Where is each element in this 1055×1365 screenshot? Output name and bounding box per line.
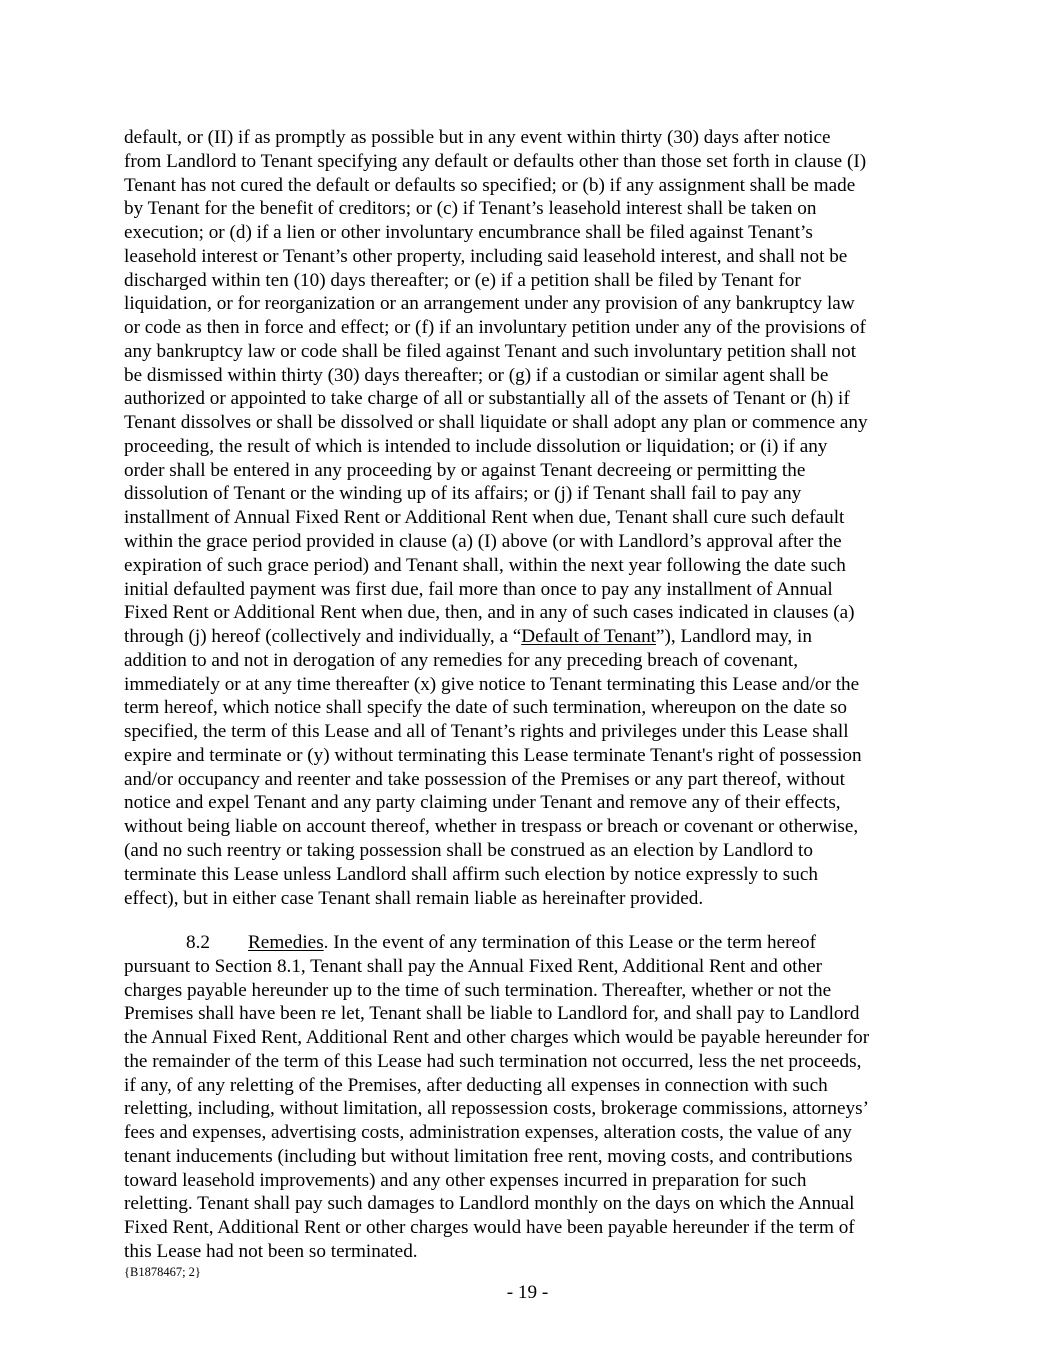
text-line: be dismissed within thirty (30) days thereafter; or (g) if a custodian or similar agent shall be [124,364,829,386]
text-line: Fixed Rent or Additional Rent when due, then, and in any of such cases indicated in clauses (a) [124,602,855,624]
text-line: expiration of such grace period) and Tenant shall, within the next year following the date such [124,554,846,576]
text-line: charges payable hereunder up to the time of such termination. Thereafter, whether or not the [124,979,832,1001]
section-number: 8.2 [186,932,210,953]
text-line: specified, the term of this Lease and all of Tenant’s rights and privileges under this Lease shall [124,721,849,743]
text-line: from Landlord to Tenant specifying any default or defaults other than those set forth in clause (I) [124,150,867,172]
text-line: pursuant to Section 8.1, Tenant shall pay the Annual Fixed Rent, Additional Rent and other [124,955,823,977]
text-line: if any, of any reletting of the Premises, after deducting all expenses in connection with such [124,1074,828,1096]
text-line: order shall be entered in any proceeding by or against Tenant decreeing or permitting the [124,459,806,481]
text-line: effect), but in either case Tenant shall remain liable as hereinafter provided. [124,887,704,909]
text-line: any bankruptcy law or code shall be filed against Tenant and such involuntary petition shall not [124,340,857,362]
text-fragment: ”), Landlord may, in [656,626,812,648]
text-line: (and no such reentry or taking possession shall be construed as an election by Landlord to [124,839,813,861]
text-line: without being liable on account thereof, whether in trespass or breach or covenant or otherwise, [124,816,859,838]
text-fragment: . In the event of any termination of this Lease or the term hereof [323,932,816,953]
text-line: Premises shall have been re let, Tenant shall be liable to Landlord for, and shall pay to Landlord [124,1003,860,1025]
text-line: this Lease had not been so terminated. [124,1240,418,1262]
text-line: execution; or (d) if a lien or other involuntary encumbrance shall be filed against Tenant’s [124,222,813,244]
defined-term-default-of-tenant: Default of Tenant [521,626,656,648]
text-line: terminate this Lease unless Landlord shall affirm such election by notice expressly to such [124,863,818,885]
text-line: the Annual Fixed Rent, Additional Rent and other charges which would be payable hereunder for [124,1027,870,1049]
document-id: {B1878467; 2} [124,1265,201,1279]
text-line: installment of Annual Fixed Rent or Additional Rent when due, Tenant shall cure such default [124,507,845,529]
text-line: default, or (II) if as promptly as possible but in any event within thirty (30) days after notice [124,127,831,148]
text-line: reletting. Tenant shall pay such damages to Landlord monthly on the days on which the Annual [124,1193,855,1215]
text-line: Fixed Rent, Additional Rent or other charges would have been payable hereunder if the term of [124,1217,855,1239]
text-line: proceeding, the result of which is intended to include dissolution or liquidation; or (i) if any [124,435,828,457]
text-line: and/or occupancy and reenter and take possession of the Premises or any part thereof, without [124,768,845,790]
text-line: notice and expel Tenant and any party claiming under Tenant and remove any of their effects, [124,792,841,814]
text-line: by Tenant for the benefit of creditors; or (c) if Tenant’s leasehold interest shall be taken on [124,198,817,220]
text-line: or code as then in force and effect; or (f) if an involuntary petition under any of the provisions of [124,317,866,339]
text-line: expire and terminate or (y) without terminating this Lease terminate Tenant's right of possession [124,744,862,766]
text-line: reletting, including, without limitation, all repossession costs, brokerage commissions, attorneys’ [124,1098,869,1120]
text-line: discharged within ten (10) days thereafter; or (e) if a petition shall be filed by Tenant for [124,269,801,291]
text-line: initial defaulted payment was first due, fail more than once to pay any installment of Annual [124,578,833,600]
text-line: fees and expenses, advertising costs, administration expenses, alteration costs, the value of any [124,1122,852,1144]
paragraph-default-events [124,126,954,910]
text-line: liquidation, or for reorganization or an arrangement under any provision of any bankruptcy law [124,293,855,315]
text-line: within the grace period provided in clause (a) (I) above (or with Landlord’s approval after the [124,531,842,553]
section-heading: Remedies [248,932,324,953]
section-heading-line [124,931,954,955]
text-line: immediately or at any time thereafter (x) give notice to Tenant terminating this Lease and/or the [124,673,860,695]
text-line: dissolution of Tenant or the winding up of its affairs; or (j) if Tenant shall fail to pay any [124,483,802,505]
section-8-2-remedies [124,931,954,1264]
text-line: term hereof, which notice shall specify the date of such termination, whereupon on the date so [124,697,848,719]
text-line: authorized or appointed to take charge of all or substantially all of the assets of Tenant or (h) if [124,388,850,410]
text-line: Tenant has not cured the default or defaults so specified; or (b) if any assignment shall be made [124,174,856,196]
text-fragment: through (j) hereof (collectively and individually, a “ [124,626,522,648]
text-line: tenant inducements (including but without limitation free rent, moving costs, and contributions [124,1145,853,1167]
text-line: toward leasehold improvements) and any other expenses incurred in preparation for such [124,1169,807,1191]
text-line: the remainder of the term of this Lease had such termination not occurred, less the net proceeds, [124,1050,862,1072]
text-line: Tenant dissolves or shall be dissolved or shall liquidate or shall adopt any plan or commence any [124,412,868,434]
text-line-defined-term [124,625,954,649]
text-line: addition to and not in derogation of any remedies for any preceding breach of covenant, [124,649,798,671]
page-number: - 19 - [506,1282,549,1303]
text-line: leasehold interest or Tenant’s other property, including said leasehold interest, and shall not be [124,245,848,267]
